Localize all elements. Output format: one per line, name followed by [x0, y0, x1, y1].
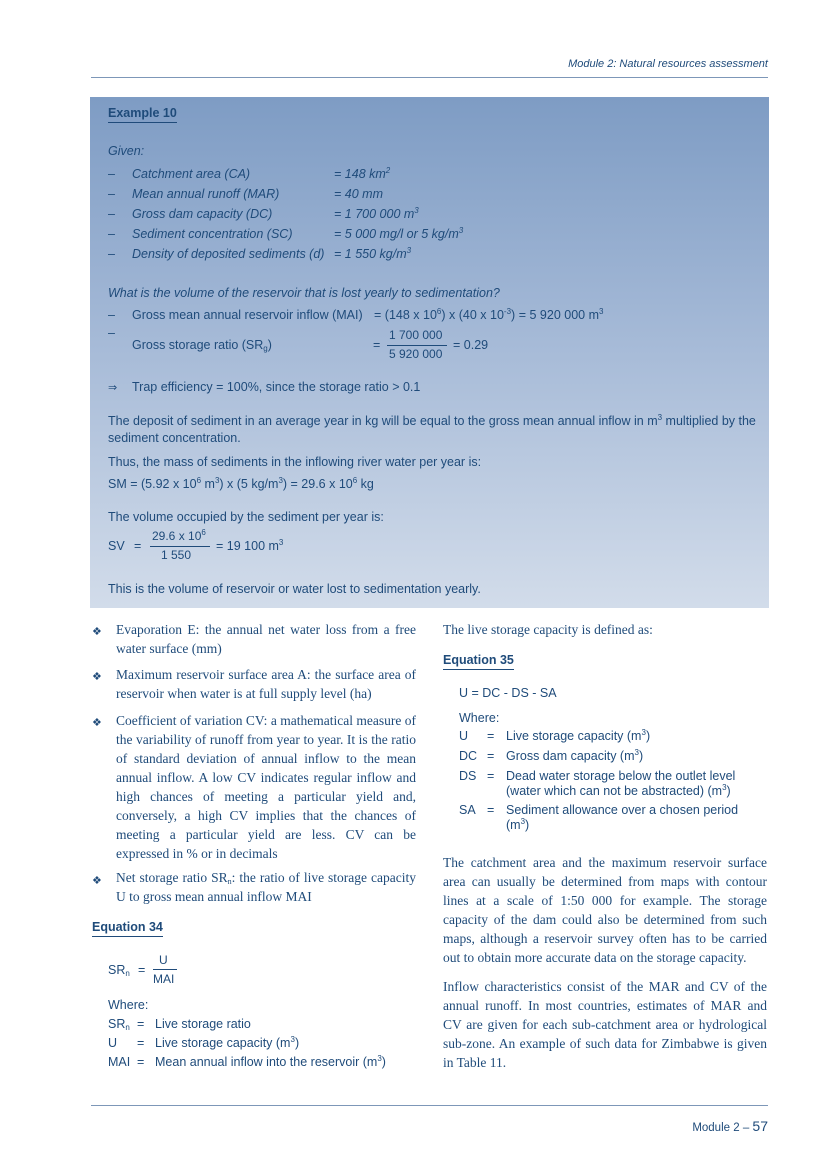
where-definition-cont: (water which can not be abstracted) $(m^3)$: [506, 783, 731, 798]
equals-sign: =: [487, 769, 495, 783]
sm-formula: SM = (5.92 x $10^6$ $m^3$) x (5 $kg/m^3) = 29.6$ x $10^6$ kg: [108, 476, 374, 491]
equation-34-title: Equation 34: [92, 920, 163, 937]
fraction-bar: [150, 546, 210, 547]
thus-text: Thus, the mass of sediments in the inflowing river water per year is:: [108, 455, 482, 469]
fraction-numerator: U: [159, 953, 168, 967]
equals-sign: =: [134, 539, 142, 553]
equals-sign: =: [137, 1036, 145, 1050]
where-symbol: DS: [459, 769, 477, 783]
eq35-formula: U = DC - DS - SA: [459, 686, 557, 700]
dash: –: [108, 326, 115, 340]
given-value: = 148 $km^2$: [334, 166, 391, 181]
fraction-denominator: 1 550: [161, 548, 192, 562]
given-value: = 5 000 mg/l or 5 $kg/m^3$: [334, 226, 464, 241]
deposit-paragraph: The deposit of sediment in an average year in kg will be equal to the gross mean annual inflow in $m^3$ multiplied by the sediment concentration.: [108, 413, 756, 445]
bullet-item: Evaporation E: the annual net water loss from a free water surface (mm): [116, 622, 416, 656]
example-title: Example 10: [108, 106, 177, 123]
bullet-item: Maximum reservoir surface area A: the surface area of reservoir when water is at full supply level (ha): [116, 667, 416, 701]
dash: –: [108, 308, 115, 322]
sv-result: = 19 100 $m^3$: [216, 538, 284, 553]
given-value: = 1 700 000 $m^3$: [334, 206, 419, 221]
eq34-lhs: $SR_n$: [108, 963, 130, 978]
arrow-icon: ⇒: [108, 382, 118, 394]
where-definition: Sediment allowance over a chosen period: [506, 803, 739, 817]
volume-text: The volume occupied by the sediment per year is:: [108, 510, 384, 524]
where-symbol: $SR_n$: [108, 1017, 130, 1032]
fraction-denominator: 5 920 000: [389, 347, 443, 361]
catchment-paragraph: The catchment area and the maximum reservoir surface area can usually be determined from maps with contour lines at a scale of 1:50 000 for example. The storage capacity of the dam could also be determined from such maps, although a reservoir survey often has to be carried out to obtain more accurate data on the storage capacity.: [443, 855, 767, 965]
fraction-bar: [387, 345, 447, 346]
where-symbol: U: [459, 729, 469, 743]
bullet-item: Coefficient of variation CV: a mathematical measure of the variability of runoff from year to year. It is the ratio of standard deviation of annual inflow to the mean annual inflow. A low CV indicates regular inflow and high chances of meeting a particular yield and, conversely, a high CV implies that the chances of meeting a particular yield are less. CV can be expressed in % or in decimals: [116, 713, 416, 861]
trap-efficiency: Trap efficiency = 100%, since the storage ratio > 0.1: [132, 380, 421, 394]
given-value: = 1 550 $kg/m^3$: [334, 246, 412, 261]
bullet-icon: ❖: [92, 875, 102, 887]
running-header: Module 2: Natural resources assessment: [568, 58, 768, 70]
dash: –: [108, 247, 115, 261]
bullet-icon: ❖: [92, 717, 102, 729]
where-definition: Live storage ratio: [155, 1017, 251, 1031]
inflow-paragraph: Inflow characteristics consist of the MAR and CV of the annual runoff. In most countries, estimates of MAR and CV are given for each sub-catchment area or hydrological sub-zone. An example of such data for Zimbabwe is given in Table 11.: [443, 979, 767, 1070]
equals-sign: =: [137, 1055, 145, 1069]
equals-sign: =: [137, 1017, 145, 1031]
mai-label: Gross mean annual reservoir inflow (MAI): [132, 308, 363, 322]
where-symbol: SA: [459, 803, 476, 817]
dash: –: [108, 207, 115, 221]
sr-label: Gross storage ratio $(SR_g)$: [132, 338, 272, 353]
where-definition: Gross dam capacity $(m^3)$: [506, 748, 644, 763]
mai-formula: = (148 x $10^6$) x (40 x $10^{-3}) = 5$ 920 000 $m^3$: [374, 307, 604, 322]
fraction-denominator: MAI: [153, 972, 175, 986]
given-label-text: Sediment concentration (SC): [132, 227, 293, 241]
given-label-text: Density of deposited sediments (d): [132, 247, 325, 261]
sv-label: SV: [108, 539, 125, 553]
closing-text: This is the volume of reservoir or water lost to sedimentation yearly.: [108, 582, 481, 596]
where-definition: Dead water storage below the outlet level: [506, 769, 736, 783]
given-value: = 40 mm: [334, 187, 383, 201]
dash: –: [108, 167, 115, 181]
sr-result: = 0.29: [453, 338, 489, 352]
bullet-icon: ❖: [92, 671, 102, 683]
question-text: What is the volume of the reservoir that is lost yearly to sedimentation?: [108, 286, 500, 300]
page-footer: Module 2 – 57: [692, 1118, 768, 1134]
page-number: 57: [752, 1118, 768, 1134]
where-symbol: DC: [459, 749, 478, 763]
where-definition: Mean annual inflow into the reservoir $(m^3)$: [155, 1054, 386, 1069]
equals-sign: =: [487, 729, 495, 743]
dash: –: [108, 227, 115, 241]
live-storage-intro: The live storage capacity is defined as:: [443, 622, 653, 637]
dash: –: [108, 187, 115, 201]
footer-rule: [91, 1105, 768, 1106]
given-label-text: Catchment area (CA): [132, 167, 251, 181]
where-label: Where:: [108, 998, 149, 1012]
where-definition-cont: $(m^3)$: [506, 817, 530, 832]
fraction-bar: [153, 969, 177, 970]
given-label-text: Gross dam capacity (DC): [132, 207, 273, 221]
given-label-text: Mean annual runoff (MAR): [132, 187, 280, 201]
equals-sign: =: [373, 338, 381, 352]
equals-sign: =: [487, 803, 495, 817]
equation-35-title: Equation 35: [443, 653, 514, 670]
where-symbol: U: [108, 1036, 118, 1050]
where-definition: Live storage capacity $(m^3)$: [506, 728, 651, 743]
where-label: Where:: [459, 711, 500, 725]
bullet-icon: ❖: [92, 626, 102, 638]
given-label: Given:: [108, 144, 145, 158]
where-definition: Live storage capacity $(m^3)$: [155, 1035, 300, 1050]
bullet-item: Net storage ratio $SR_n$: the ratio of live storage capacity U to gross mean annual inflow MAI: [116, 870, 416, 904]
where-symbol: MAI: [108, 1055, 131, 1069]
equals-sign: =: [487, 749, 495, 763]
fraction-numerator: 29.6 x $10^6$: [152, 528, 206, 543]
equals-sign: =: [138, 963, 146, 977]
header-rule: [91, 77, 768, 78]
fraction-numerator: 1 700 000: [389, 328, 443, 342]
